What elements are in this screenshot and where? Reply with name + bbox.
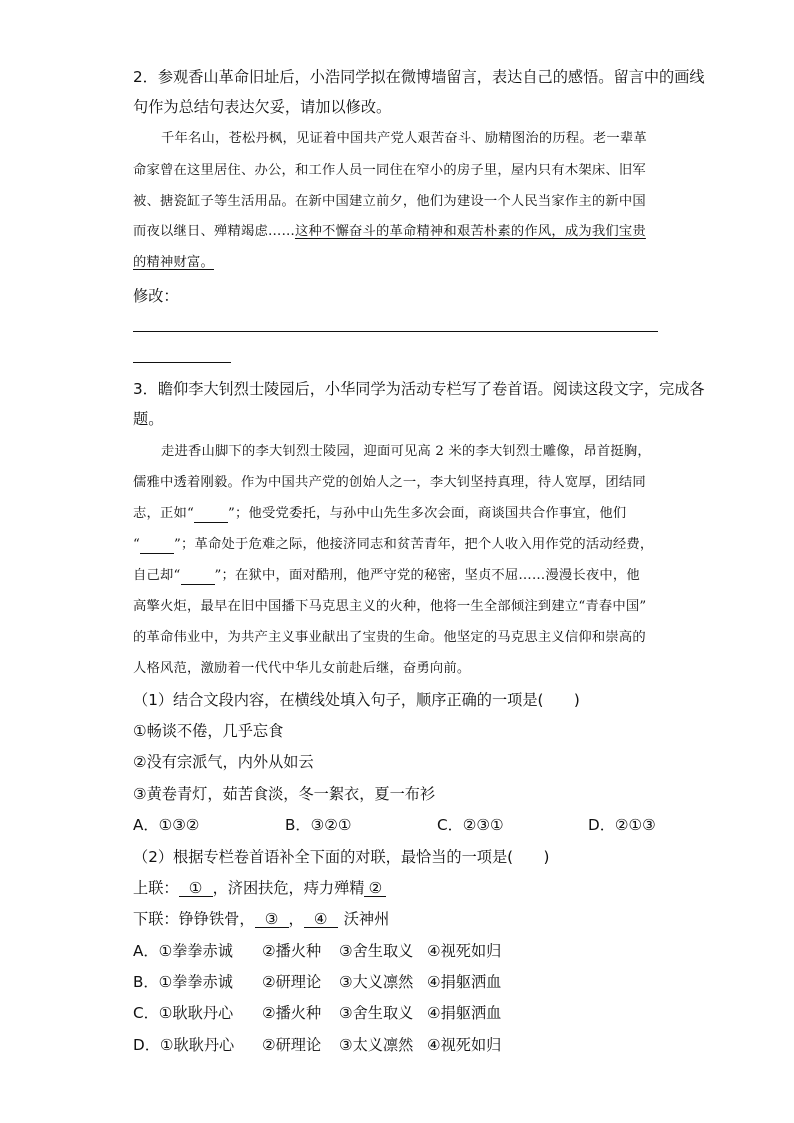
option-cell: ③舍生取义: [339, 942, 414, 960]
q2-answer-line-1[interactable]: [133, 331, 658, 332]
couplet-label: 上联：: [133, 879, 179, 897]
couplet-blank-2[interactable]: ②: [364, 880, 386, 897]
q3-passage-line-3: [133, 504, 626, 524]
option-cell: ③舍生取义: [339, 1004, 414, 1022]
passage-text: ”；在狱中，面对酷刑，他严守党的秘密，坚贞不屈……漫漫长夜中，他: [214, 568, 640, 583]
couplet-blank-3[interactable]: ③: [255, 911, 289, 928]
q3-passage-line-7: 的革命伟业中，为共产主义事业献出了宝贵的生命。他坚定的马克思主义信仰和崇高的: [133, 630, 646, 645]
passage-text: “: [133, 537, 140, 552]
option-cell: ④捐躯洒血: [427, 973, 502, 991]
option-cell: ④视死如归: [427, 942, 502, 960]
q3-sub1-item-2: ②没有宗派气，内外从如云: [133, 753, 314, 771]
couplet-text: ，: [288, 910, 304, 928]
q3-sub1-option-d[interactable]: D．②①③: [588, 816, 656, 834]
q2-prompt-line-1: 2．参观香山革命旧址后，小浩同学拟在微博墙留言，表达自己的感悟。留言中的画线: [133, 68, 705, 86]
q3-sub1-option-b[interactable]: B．③②①: [285, 816, 352, 834]
option-cell: C．①耿耿丹心: [133, 1004, 234, 1022]
option-cell: ③太义凛然: [339, 1036, 414, 1054]
q3-passage-line-2: 儒雅中透着刚毅。作为中国共产党的创始人之一，李大钊坚持真理，待人宽厚，团结同: [133, 475, 646, 490]
couplet-label: 下联：铮铮铁骨，: [133, 910, 255, 928]
option-cell: B．①拳拳赤诚: [133, 973, 233, 991]
passage-text: 志，正如“: [133, 506, 194, 521]
q3-prompt-line-2: 题。: [133, 410, 164, 428]
option-cell: ④视死如归: [427, 1036, 502, 1054]
q3-prompt-line-1: 3．瞻仰李大钊烈士陵园后，小华同学为活动专栏写了卷首语。阅读这段文字，完成各: [133, 380, 705, 398]
q3-passage-line-6: 高擎火炬，最早在旧中国播下马克思主义的火种，他将一生全部倾注到建立“青春中国”: [133, 599, 647, 614]
q2-passage-text: 而夜以继日、殚精竭虑……: [133, 224, 295, 239]
option-cell: ④捐躯洒血: [427, 1004, 502, 1022]
option-cell: D．①耿耿丹心: [133, 1036, 235, 1054]
option-cell: ②播火种: [262, 1004, 322, 1022]
q2-passage-line-4: [133, 222, 646, 242]
q3-sub1-option-a[interactable]: A．①③②: [133, 816, 200, 834]
couplet-upper: [133, 878, 386, 898]
couplet-text: 沃神州: [343, 910, 390, 928]
q3-sub1-question: （1）结合文段内容，在横线处填入句子，顺序正确的一项是( ): [133, 691, 580, 709]
q2-passage-line-5: [133, 253, 214, 273]
option-cell: A．①拳拳赤诚: [133, 942, 233, 960]
q3-passage-line-5: [133, 566, 640, 586]
q2-prompt-line-2: 句作为总结句表达欠妥，请加以修改。: [133, 98, 392, 116]
q3-passage-line-4: [133, 535, 653, 555]
q3-sub1-option-c[interactable]: C．②③①: [437, 816, 504, 834]
fill-blank-3[interactable]: [181, 568, 215, 585]
q2-passage-line-3: 被、搪瓷缸子等生活用品。在新中国建立前夕，他们为建设一个人民当家作主的新中国: [133, 194, 646, 209]
q3-passage-line-8: 人格风范，激励着一代代中华儿女前赴后继，奋勇向前。: [133, 661, 471, 676]
q2-passage-line-2: 命家曾在这里居住、办公，和工作人员一同住在窄小的房子里，屋内只有木架床、旧军: [133, 163, 646, 178]
q3-sub1-item-1: ①畅谈不倦，几乎忘食: [133, 722, 284, 740]
option-cell: ③大义凛然: [339, 973, 414, 991]
option-cell: ②播火种: [262, 942, 322, 960]
option-cell: ②研理论: [262, 973, 322, 991]
option-cell: ②研理论: [262, 1036, 322, 1054]
couplet-blank-4[interactable]: ④: [304, 911, 338, 928]
couplet-text: ，济困扶危，痔力殚精: [212, 879, 365, 897]
q2-answer-line-2[interactable]: [133, 362, 231, 363]
couplet-blank-1[interactable]: ①: [179, 880, 213, 897]
q3-sub1-item-3: ③黄卷青灯，茹苦食淡，冬一絮衣，夏一布衫: [133, 785, 436, 803]
q3-sub2-question: （2）根据专栏卷首语补全下面的对联，最恰当的一项是( ): [133, 848, 550, 866]
fill-blank-1[interactable]: [194, 506, 228, 523]
fill-blank-2[interactable]: [140, 537, 174, 554]
q2-underlined-sentence-end: 的精神财富。: [133, 255, 214, 270]
couplet-lower: [133, 909, 389, 929]
q3-passage-line-1: 走进香山脚下的李大钊烈士陵园，迎面可见高 2 米的李大钊烈士雕像，昂首挺胸，: [161, 444, 651, 459]
q2-revise-label: 修改：: [133, 287, 179, 305]
passage-text: ”；他受党委托，与孙中山先生多次会面，商谈国共合作事宜，他们: [228, 506, 627, 521]
passage-text: ”；革命处于危难之际，他接济同志和贫苦青年，把个人收入用作党的活动经费，: [174, 537, 654, 552]
passage-text: 自己却“: [133, 568, 181, 583]
q2-underlined-sentence: 这种不懈奋斗的革命精神和艰苦朴素的作风，成为我们宝贵: [294, 224, 646, 239]
q2-passage-line-1: 千年名山，苍松丹枫，见证着中国共产党人艰苦奋斗、励精图治的历程。老一辈革: [161, 131, 647, 146]
